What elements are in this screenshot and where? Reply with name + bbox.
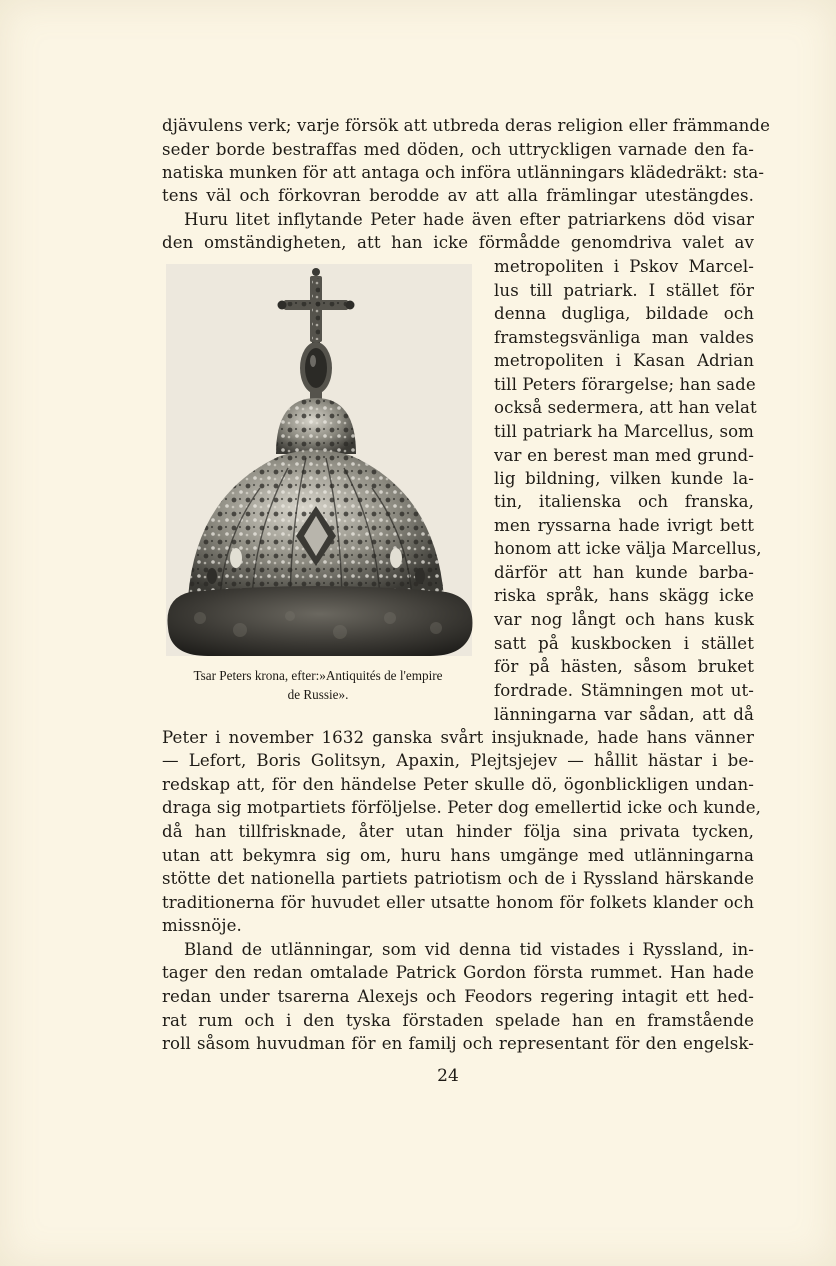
text-line: Peter i november 1632 ganska svårt insjuknade, hade hans vänner xyxy=(162,728,754,747)
text-line: till Peters förargelse; han sade xyxy=(494,375,756,394)
text-line: lig bildning, vilken kunde la- xyxy=(494,469,754,488)
text-line: roll såsom huvudman för en familj och representant för den engelsk- xyxy=(162,1034,754,1053)
text-line: också sedermera, att han velat xyxy=(494,398,757,417)
text-line: då han tillfrisknade, åter utan hinder följa sina privata tycken, xyxy=(162,822,754,841)
text-line: Huru litet inflytande Peter hade även efter patriarkens död visar xyxy=(184,210,754,229)
text-line: redan under tsarerna Alexejs och Feodors regering intagit ett hed- xyxy=(162,987,754,1006)
text-line: natiska munken för att antaga och införa utlänningars klädedräkt: sta- xyxy=(162,163,765,182)
text-line: var nog långt och hans kusk xyxy=(494,610,754,629)
text-line: stötte det nationella partiets patriotism och de i Ryssland härskande xyxy=(162,869,754,888)
text-line: lus till patriark. I stället för xyxy=(494,281,754,300)
text-line: var en berest man med grund- xyxy=(494,446,754,465)
figure-caption xyxy=(160,666,476,704)
text-line: — Lefort, Boris Golitsyn, Apaxin, Plejtsjejev — hållit hästar i be- xyxy=(162,751,754,770)
text-line: metropoliten i Pskov Marcel- xyxy=(494,257,754,276)
text-line: Bland de utlänningar, som vid denna tid vistades i Ryssland, in- xyxy=(184,940,754,959)
text-line: till patriark ha Marcellus, som xyxy=(494,422,754,441)
text-line: draga sig motpartiets förföljelse. Peter dog emellertid icke och kunde, xyxy=(162,798,762,817)
text-line: för på hästen, såsom bruket xyxy=(494,657,754,676)
text-line: länningarna var sådan, att då xyxy=(494,705,754,724)
text-line: djävulens verk; varje försök att utbreda deras religion eller främmande xyxy=(162,116,771,135)
caption-line: de Russie». xyxy=(287,687,349,702)
page-number: 24 xyxy=(437,1066,459,1086)
crown-icon xyxy=(160,258,478,662)
text-line: den omständigheten, att han icke förmådde genomdriva valet av xyxy=(162,233,754,252)
text-line: därför att han kunde barba- xyxy=(494,563,754,582)
text-line: utan att bekymra sig om, huru hans umgänge med utlänningarna xyxy=(162,846,754,865)
caption-line: Tsar Peters krona, efter:»Antiquités de l'empire xyxy=(193,668,443,683)
text-line: satt på kuskbocken i stället xyxy=(494,634,754,653)
text-line: framstegsvänliga man valdes xyxy=(494,328,754,347)
text-line: missnöje. xyxy=(162,916,242,935)
text-line: redskap att, för den händelse Peter skulle dö, ögonblickligen undan- xyxy=(162,775,754,794)
text-line: metropoliten i Kasan Adrian xyxy=(494,351,754,370)
text-line: tager den redan omtalade Patrick Gordon första rummet. Han hade xyxy=(162,963,754,982)
text-line: riska språk, hans skägg icke xyxy=(494,586,754,605)
text-line: honom att icke välja Marcellus, xyxy=(494,539,762,558)
text-line: men ryssarna hade ivrigt bett xyxy=(494,516,754,535)
text-line: fordrade. Stämningen mot ut- xyxy=(494,681,754,700)
crown-illustration xyxy=(160,258,478,662)
text-line: seder borde bestraffas med döden, och uttryckligen varnade den fa- xyxy=(162,140,754,159)
text-line: tin, italienska och franska, xyxy=(494,492,754,511)
text-line: denna dugliga, bildade och xyxy=(494,304,754,323)
text-line: traditionerna för huvudet eller utsatte honom för folkets klander och xyxy=(162,893,754,912)
text-line: rat rum och i den tyska förstaden spelade han en framstående xyxy=(162,1011,754,1030)
text-line: tens väl och förkovran berodde av att alla främlingar utestängdes. xyxy=(162,186,754,205)
